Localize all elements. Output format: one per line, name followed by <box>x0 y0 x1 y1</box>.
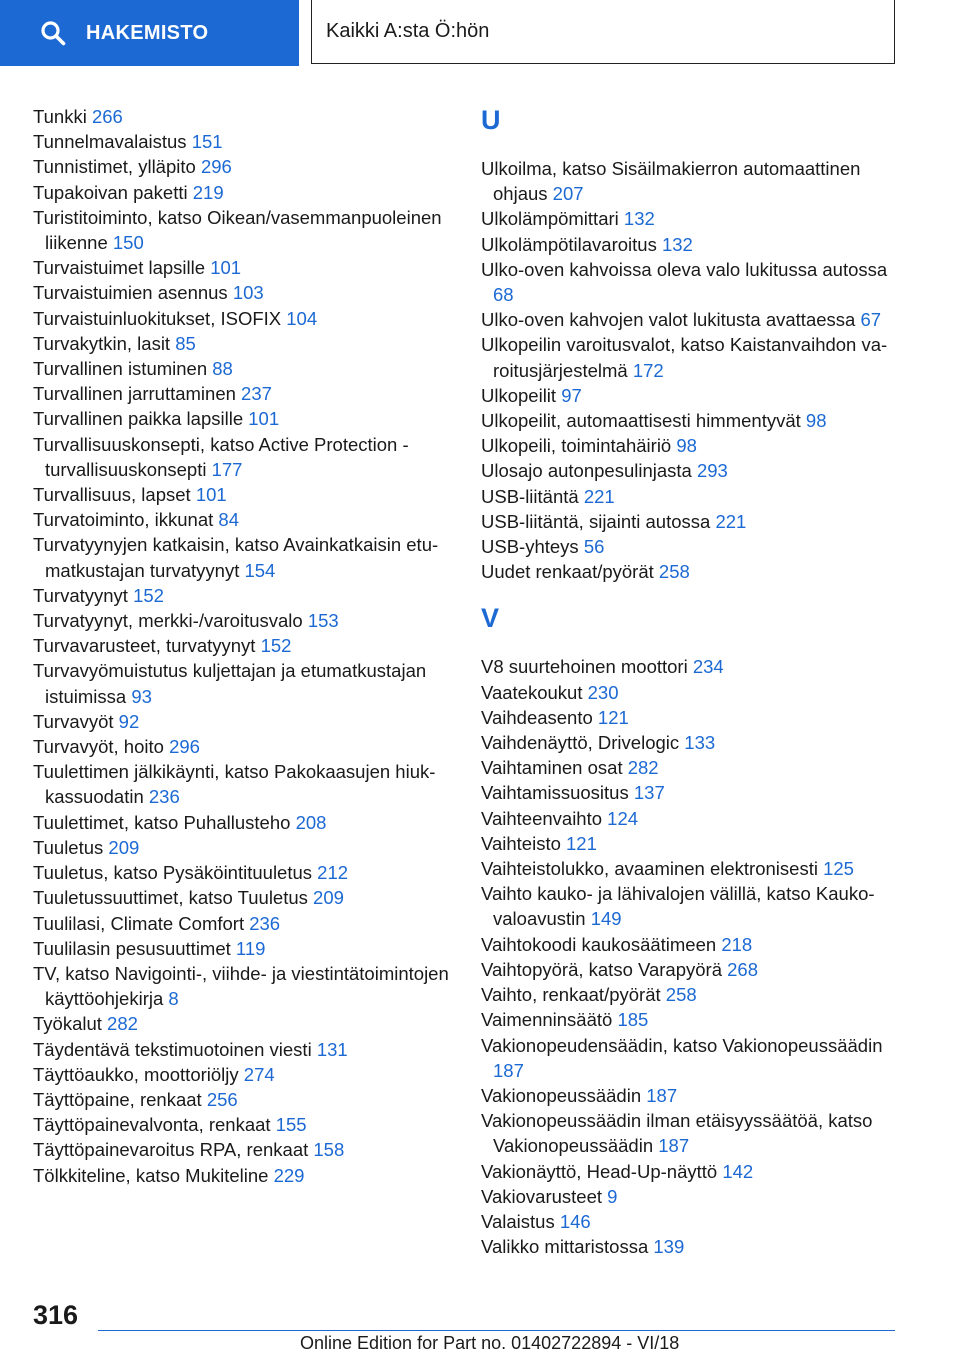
entry-text: Ulko-oven kahvojen valot lukitusta avattaessa <box>481 309 856 331</box>
page-link[interactable]: 258 <box>665 984 697 1006</box>
index-entry <box>33 608 453 633</box>
page-link[interactable]: 154 <box>244 559 276 581</box>
page-link[interactable]: 209 <box>313 887 344 909</box>
page-link[interactable]: 92 <box>118 710 140 732</box>
page-link[interactable]: 8 <box>168 988 179 1010</box>
index-entry <box>481 307 901 332</box>
index-entry <box>481 1108 901 1158</box>
index-label: HAKEMISTO <box>86 21 209 44</box>
page-link[interactable]: 236 <box>249 912 281 934</box>
entry-text: Turvallinen jarruttaminen <box>33 383 236 405</box>
index-entry <box>481 509 901 534</box>
index-entry <box>33 356 453 381</box>
entry-text: Tuulilasi, Climate Comfort <box>33 912 245 934</box>
page-link[interactable]: 132 <box>661 233 693 255</box>
entry-text: Tunnelmavalaistus <box>33 131 187 153</box>
page-link[interactable]: 158 <box>313 1139 345 1161</box>
entry-text: Vakionopeussäädin ilman etäisyyssäätöä, katso Vakionopeussäädin <box>481 1110 873 1157</box>
page-link[interactable]: 56 <box>583 536 605 558</box>
index-entry <box>33 432 453 482</box>
page-link[interactable]: 101 <box>195 484 227 506</box>
index-entry <box>481 332 901 382</box>
page-link[interactable]: 266 <box>91 106 123 127</box>
page-link[interactable]: 187 <box>658 1135 690 1157</box>
index-entry <box>481 1234 901 1259</box>
index-entry <box>481 559 901 584</box>
page-link[interactable]: 229 <box>273 1164 305 1186</box>
entry-text: Turvavyömuistutus kuljettajan ja etumatkustajan istuimissa <box>33 660 427 707</box>
entry-text: Tunkki <box>33 106 87 127</box>
index-entry <box>33 129 453 154</box>
entry-text: USB-liitäntä, sijainti autossa <box>481 510 711 532</box>
page-link[interactable]: 98 <box>676 435 697 457</box>
page-link[interactable]: 68 <box>493 284 514 306</box>
index-entry <box>481 755 901 780</box>
page-link[interactable]: 296 <box>169 736 200 758</box>
page-link[interactable]: 230 <box>587 681 619 703</box>
entry-text: Ulkopeilin varoitusvalot, katso Kaistanvaihdon varoitusjärjestelmä <box>481 334 888 381</box>
page-link[interactable]: 282 <box>627 757 659 779</box>
search-icon <box>40 20 66 46</box>
page-link[interactable]: 152 <box>133 584 164 606</box>
index-entry <box>33 255 453 280</box>
index-column-left <box>33 104 453 1188</box>
index-entry <box>481 680 901 705</box>
section-title-text: Kaikki A:sta Ö:hön <box>326 20 490 42</box>
index-entry <box>33 583 453 608</box>
index-entry <box>33 1062 453 1087</box>
page-link[interactable]: 139 <box>653 1236 685 1258</box>
entry-text: Tuuletussuuttimet, katso Tuuletus <box>33 887 308 909</box>
entry-text: Turvavyöt <box>33 710 114 732</box>
index-entry <box>481 957 901 982</box>
section-title <box>311 0 895 64</box>
index-entry <box>481 1007 901 1032</box>
page-link[interactable]: 274 <box>243 1063 275 1085</box>
entry-text: Vaihtokoodi kaukosäätimeen <box>481 933 717 955</box>
index-entry <box>481 654 901 679</box>
entry-text: Täyttöpainevalvonta, renkaat <box>33 1114 271 1136</box>
index-entry <box>481 206 901 231</box>
footer-divider <box>98 1330 895 1331</box>
page-link[interactable]: 187 <box>493 1059 524 1081</box>
page-link[interactable]: 98 <box>805 410 827 432</box>
page-link[interactable]: 121 <box>566 832 597 854</box>
section-v-entries <box>481 654 901 1259</box>
page-link[interactable]: 221 <box>583 485 615 507</box>
index-entry <box>33 961 453 1011</box>
entry-text: Ulosajo autonpesulinjasta <box>481 460 692 482</box>
entry-text: Vaihteisto <box>481 832 561 854</box>
entry-text: Vakionopeussäädin <box>481 1084 642 1106</box>
section-u-entries <box>481 156 901 584</box>
entry-text: Ulko-oven kahvoissa oleva valo lukitussa autossa <box>481 258 888 280</box>
entry-text: Tuulilasin pesusuuttimet <box>33 937 231 959</box>
entry-text: Turvatyynyt <box>33 584 128 606</box>
index-entry <box>481 932 901 957</box>
page-link[interactable]: 296 <box>200 156 232 178</box>
index-entry <box>33 1112 453 1137</box>
index-entry <box>481 1033 901 1083</box>
page-link[interactable]: 133 <box>684 732 716 754</box>
index-entry <box>33 205 453 255</box>
entry-text: Vaatekoukut <box>481 681 583 703</box>
page-link[interactable]: 85 <box>175 332 196 354</box>
index-entry <box>33 709 453 734</box>
entry-text: Tuulettimen jälkikäynti, katso Pakokaasujen hiukkassuodatin <box>33 761 436 808</box>
page-link[interactable]: 221 <box>715 510 747 532</box>
page-link[interactable]: 67 <box>860 309 882 331</box>
entry-text: Turvaistuinluokitukset, ISOFIX <box>33 307 282 329</box>
index-entry <box>33 810 453 835</box>
entry-text: Vaihtopyörä, katso Varapyörä <box>481 958 722 980</box>
page-link[interactable]: 185 <box>617 1009 649 1031</box>
page-link[interactable]: 218 <box>721 933 753 955</box>
page-link[interactable]: 146 <box>559 1210 591 1232</box>
index-entry <box>481 408 901 433</box>
index-entry <box>481 534 901 559</box>
entry-text: Täyttöaukko, moottoriöljy <box>33 1063 239 1085</box>
page-link[interactable]: 209 <box>108 836 140 858</box>
entry-text: Ulkolämpömittari <box>481 208 619 230</box>
index-entry <box>481 705 901 730</box>
entry-text: Vaihteistolukko, avaaminen elektronisesti <box>481 858 818 880</box>
entry-text: Tölkkiteline, katso Mukiteline <box>33 1164 269 1186</box>
entry-text: Turistitoiminto, katso Oikean/vasemmanpuoleinen liikenne <box>33 206 442 254</box>
page-link[interactable]: 103 <box>232 282 264 304</box>
entry-text: Vakionopeudensäädin, katso Vakionopeussäädin <box>481 1034 883 1056</box>
index-entry <box>33 759 453 809</box>
page-link[interactable]: 150 <box>112 232 144 254</box>
section-letter-v: V <box>481 603 500 634</box>
page-link[interactable]: 234 <box>692 656 724 678</box>
index-entry <box>481 1209 901 1234</box>
entry-text: Turvaistuimien asennus <box>33 282 228 304</box>
page-link[interactable]: 237 <box>241 383 272 405</box>
page-link[interactable]: 282 <box>107 1013 138 1035</box>
index-entry <box>481 156 901 206</box>
page-link[interactable]: 172 <box>632 359 664 381</box>
index-entry <box>33 331 453 356</box>
entry-text: Vaihdenäyttö, Drivelogic <box>481 732 680 754</box>
index-entry <box>481 856 901 881</box>
index-entry <box>33 306 453 331</box>
page-link[interactable]: 256 <box>206 1088 238 1110</box>
page-link[interactable]: 293 <box>696 460 728 482</box>
entry-text: Turvatyynyt, merkki-/varoitusvalo <box>33 610 303 632</box>
entry-text: Täydentävä tekstimuotoinen viesti <box>33 1038 312 1060</box>
index-entry <box>33 835 453 860</box>
section-letter-u: U <box>481 105 501 135</box>
entry-text: V8 suurtehoinen moottori <box>481 656 688 678</box>
page-link[interactable]: 93 <box>131 685 152 707</box>
page-link[interactable]: 151 <box>191 131 223 153</box>
entry-text: Turvatoiminto, ikkunat <box>33 509 214 531</box>
index-entry <box>33 1087 453 1112</box>
index-entry <box>33 911 453 936</box>
entry-text: Ulkolämpötilavaroitus <box>481 233 657 255</box>
entry-text: Ulkoilma, katso Sisäilmakierron automaattinen ohjaus <box>481 158 861 205</box>
index-entry <box>33 658 453 708</box>
entry-text: Tupakoivan paketti <box>33 181 188 203</box>
entry-text: Uudet renkaat/pyörät <box>481 561 654 583</box>
index-entry <box>481 232 901 257</box>
entry-text: Turvallisuuskonsepti, katso Active Protection -turvallisuuskonsepti <box>33 433 409 480</box>
edition-text: Online Edition for Part no. 01402722894 - VI/18 <box>300 1333 680 1353</box>
page-link[interactable]: 121 <box>597 706 629 728</box>
index-entry <box>33 507 453 532</box>
page-link[interactable]: 125 <box>823 858 854 880</box>
entry-text: Vakiovarusteet <box>481 1185 602 1207</box>
entry-text: Vaihdeasento <box>481 706 593 728</box>
index-entry <box>481 982 901 1007</box>
index-entry <box>33 1163 453 1188</box>
page-link[interactable]: 187 <box>646 1084 678 1106</box>
index-entry <box>481 433 901 458</box>
entry-text: Vakionäyttö, Head-Up-näyttö <box>481 1160 718 1182</box>
page-link[interactable]: 88 <box>212 358 233 380</box>
page-link[interactable]: 132 <box>623 208 655 230</box>
index-button[interactable] <box>0 0 299 66</box>
index-entry <box>33 532 453 582</box>
index-entry <box>481 458 901 483</box>
entry-text: Tuuletus <box>33 836 104 858</box>
index-entry <box>481 831 901 856</box>
entry-text: Turvavarusteet, turvatyynyt <box>33 635 256 657</box>
index-entry <box>481 881 901 931</box>
page-link[interactable]: 137 <box>633 782 665 804</box>
entry-text: Vaihtamissuositus <box>481 782 629 804</box>
entry-text: Ulkopeilit, automaattisesti himmentyvät <box>481 410 801 432</box>
entry-text: Turvavyöt, hoito <box>33 736 164 758</box>
entry-text: Vaimenninsäätö <box>481 1009 613 1031</box>
page-link[interactable]: 101 <box>248 408 280 430</box>
entry-text: Turvaistuimet lapsille <box>33 257 206 279</box>
index-entry <box>481 806 901 831</box>
page-link[interactable]: 101 <box>210 257 242 279</box>
entry-text: Valikko mittaristossa <box>481 1236 649 1258</box>
entry-text: Turvallisuus, lapset <box>33 484 191 506</box>
index-entry <box>481 730 901 755</box>
page-link[interactable]: 155 <box>275 1114 307 1136</box>
entry-text: Turvallinen istuminen <box>33 358 208 380</box>
index-entry <box>481 780 901 805</box>
index-entry <box>33 406 453 431</box>
page-link[interactable]: 142 <box>722 1160 754 1182</box>
index-entry <box>33 885 453 910</box>
page-link[interactable]: 268 <box>727 958 758 980</box>
entry-text: Vaihteenvaihto <box>481 807 603 829</box>
index-entry <box>33 1137 453 1162</box>
index-entry <box>481 257 901 307</box>
entry-text: Turvatyynyjen katkaisin, katso Avainkatkaisin etumatkustajan turvatyynyt <box>33 534 439 581</box>
page-link[interactable]: 152 <box>260 635 292 657</box>
index-entry <box>33 1011 453 1036</box>
page-link[interactable]: 149 <box>590 908 622 930</box>
entry-text: Turvakytkin, lasit <box>33 332 171 354</box>
entry-text: USB-yhteys <box>481 536 579 558</box>
page-link[interactable]: 119 <box>235 937 266 959</box>
page-link[interactable]: 97 <box>561 384 582 406</box>
entry-text: Täyttöpainevaroitus RPA, renkaat <box>33 1139 309 1161</box>
entry-text: Tuuletus, katso Pysäköintituuletus <box>33 862 313 884</box>
page-link[interactable]: 258 <box>658 561 690 583</box>
page-link[interactable]: 236 <box>148 786 180 808</box>
entry-text: Turvallinen paikka lapsille <box>33 408 244 430</box>
entry-text: Ulkopeili, toimintahäiriö <box>481 435 672 457</box>
index-entry <box>481 1184 901 1209</box>
page-link[interactable]: 207 <box>552 183 584 205</box>
entry-text: TV, katso Navigointi-, viihde- ja viestintätoimintojen käyttöohjekirja <box>33 962 449 1010</box>
page-link[interactable]: 124 <box>607 807 639 829</box>
page-number: 316 <box>33 1300 79 1330</box>
entry-text: USB-liitäntä <box>481 485 579 507</box>
page-link[interactable]: 9 <box>607 1185 618 1207</box>
entry-text: Tuulettimet, katso Puhallusteho <box>33 811 291 833</box>
entry-text: Vaihto, renkaat/pyörät <box>481 984 661 1006</box>
index-entry <box>481 1159 901 1184</box>
index-entry <box>33 633 453 658</box>
index-entry <box>33 734 453 759</box>
entry-text: Tunnistimet, ylläpito <box>33 156 196 178</box>
index-entry <box>33 180 453 205</box>
page-link[interactable]: 177 <box>211 458 243 480</box>
index-entry <box>33 860 453 885</box>
page-link[interactable]: 84 <box>218 509 239 531</box>
index-entry <box>33 104 453 129</box>
entry-text: Vaihto kauko- ja lähivalojen välillä, katso Kaukovaloavustin <box>481 883 875 930</box>
page-header <box>0 0 960 66</box>
entry-text: Vaihtaminen osat <box>481 757 623 779</box>
index-entry <box>481 484 901 509</box>
entry-text: Valaistus <box>481 1210 555 1232</box>
index-entry <box>481 1083 901 1108</box>
index-column-right <box>481 104 901 1259</box>
index-entry <box>33 154 453 179</box>
entry-text: Ulkopeilit <box>481 384 557 406</box>
index-entry <box>33 936 453 961</box>
page-link[interactable]: 153 <box>307 610 339 632</box>
page-link[interactable]: 104 <box>286 307 318 329</box>
entry-text: Työkalut <box>33 1013 102 1035</box>
index-entry <box>33 1037 453 1062</box>
index-entry <box>33 381 453 406</box>
page-link[interactable]: 131 <box>316 1038 348 1060</box>
page-link[interactable]: 208 <box>295 811 327 833</box>
entry-text: Täyttöpaine, renkaat <box>33 1088 202 1110</box>
page-link[interactable]: 212 <box>317 862 349 884</box>
index-entry <box>33 280 453 305</box>
page-link[interactable]: 219 <box>192 181 224 203</box>
index-entry <box>33 482 453 507</box>
index-entry <box>481 383 901 408</box>
